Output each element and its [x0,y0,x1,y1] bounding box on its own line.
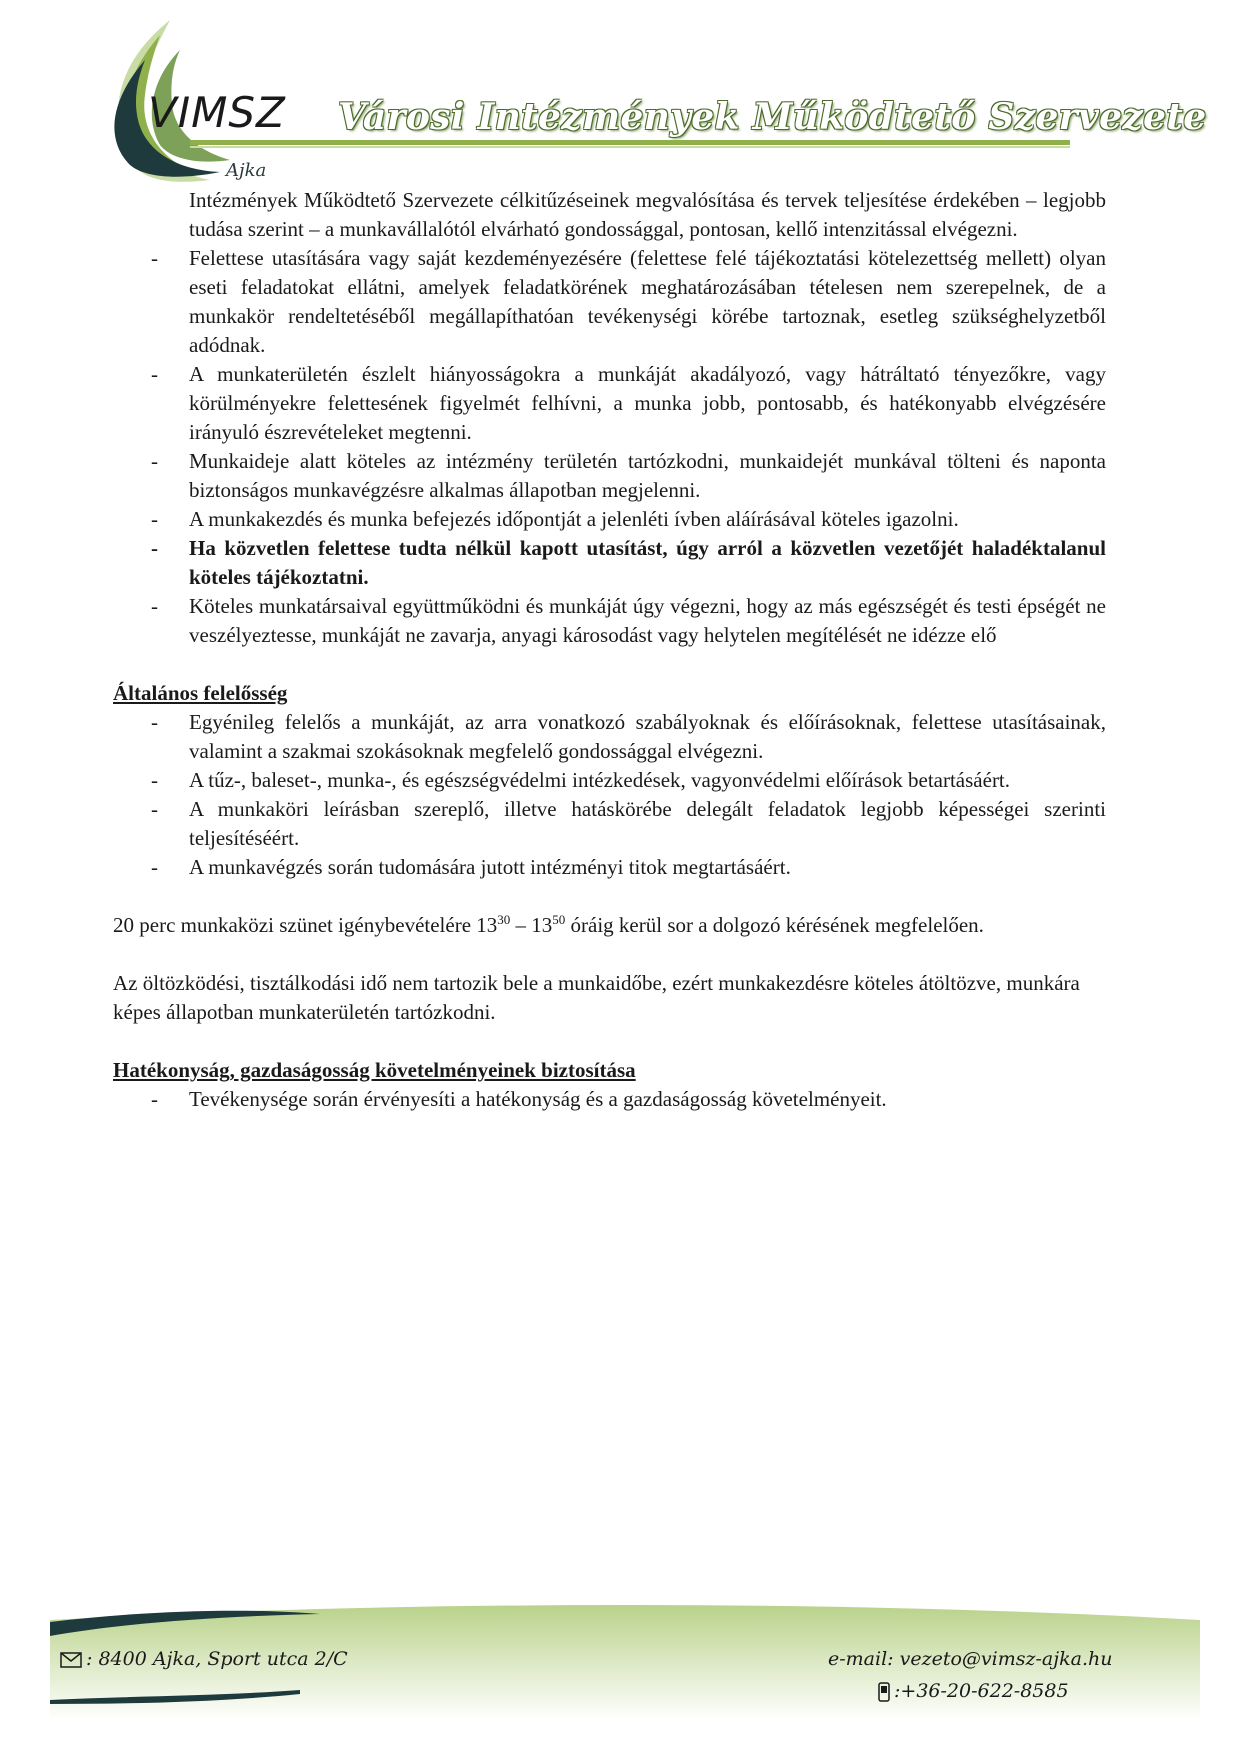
footer-email: e-mail: vezeto@vimsz-ajka.hu [828,1648,1113,1670]
list-item-bold: - Ha közvetlen felettese tudta nélkül kapott utasítást, úgy arról a közvetlen vezetőjét haladéktalanul köteles tájékoztatni. [113,534,1106,592]
list-item: - A munkavégzés során tudomására jutott intézményi titok megtartásáért. [113,853,1106,882]
break-paragraph: 20 perc munkaközi szünet igénybevételére $13^{30} - 13^{50}$ óráig kerül sor a dolgozó kérésének megfelelően. [113,912,984,937]
duties-list [113,244,1106,650]
responsibility-list [113,708,1106,882]
header-rule-thin [190,146,1070,148]
list-item: - A munkaköri leírásban szereplő, illetve hatáskörébe delegált feladatok legjobb képességei szerinti teljesítéséért. [113,795,1106,853]
header-rule [190,140,1070,145]
list-item: - A munkaterületén észlelt hiányosságokra a munkáját akadályozó, vagy hátráltató tényezőkre, vagy körülményekre felettesének figyelmét felhívni, a munka jobb, pontosabb, és hatékonyabb elvégzésére irányuló észrevételeket megtenni. [113,360,1106,447]
page-footer [0,1600,1240,1754]
list-item: - A tűz-, baleset-, munka-, és egészségvédelmi intézkedések, vagyonvédelmi előírások betartásáért. [113,766,1106,795]
section-heading-responsibility: Általános felelősség [113,681,288,705]
page-header [0,0,1240,190]
intro-continuation: Intézmények Működtető Szervezete célkitűzéseinek megvalósítása és tervek teljesítése érdekében – legjobb tudása szerint – a munkavállalótól elvárható gondossággal, pontosan, kellő intenzitással elvégezni. [189,188,1106,241]
section-heading-efficiency: Hatékonyság, gazdaságosság követelményeinek biztosítása [113,1058,636,1082]
organization-name: Városi Intézmények Működtető Szervezete [338,96,1207,138]
footer-address: : 8400 Ajka, Sport utca 2/C [60,1648,348,1670]
list-item: - Egyénileg felelős a munkáját, az arra vonatkozó szabályoknak és előírásoknak, felettese utasításainak, valamint a szakmai szokásoknak megfelelő gondossággal elvégezni. [113,708,1106,766]
efficiency-list [113,1085,1106,1114]
list-item: - Munkaideje alatt köteles az intézmény területén tartózkodni, munkaidejét munkával tölteni és naponta biztonságos munkavégzésre alkalmas állapotban megjelenni. [113,447,1106,505]
document-body [113,186,1106,1114]
mobile-phone-icon [878,1682,890,1702]
logo-subtitle: Ajka [226,160,267,181]
list-item: - A munkakezdés és munka befejezés időpontját a jelenléti ívben aláírásával köteles igazolni. [113,505,1106,534]
dressing-paragraph: Az öltözködési, tisztálkodási idő nem tartozik bele a munkaidőbe, ezért munkakezdésre köteles átöltözve, munkára képes állapotban munkaterületén tartózkodni. [113,971,1080,1024]
logo-text: VIMSZ [148,88,286,137]
list-item: - Tevékenysége során érvényesíti a hatékonyság és a gazdaságosság követelményeit. [113,1085,1106,1114]
list-item: - Felettese utasítására vagy saját kezdeményezésére (felettese felé tájékoztatási kötelezettség mellett) olyan eseti feladatokat ellátni, amelyek feladatkörének meghatározásában tételesen nem szerepelnek, de a munkakör rendeltetéséből megállapíthatóan tevékenységi körébe tartoznak, esetleg szükséghelyzetből adódnak. [113,244,1106,360]
envelope-icon [60,1652,82,1668]
footer-phone: :+36-20-622-8585 [878,1680,1069,1702]
footer-swoosh-icon [0,1600,1240,1754]
list-item: - Köteles munkatársaival együttműködni és munkáját úgy végezni, hogy az más egészségét és testi épségét ne veszélyeztesse, munkáját ne zavarja, anyagi károsodást vagy helytelen megítélését ne idézze elő [113,592,1106,650]
